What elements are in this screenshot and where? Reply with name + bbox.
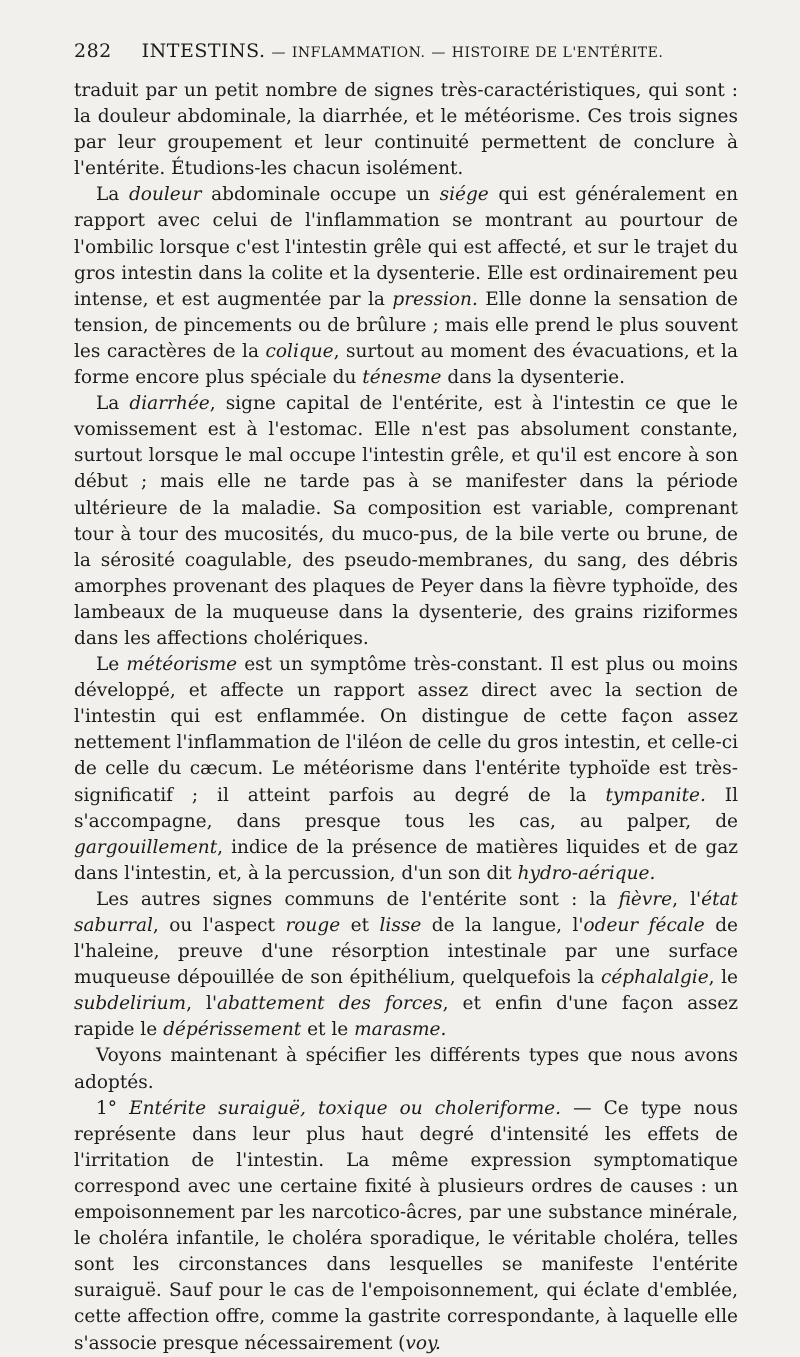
text-run: , l': [672, 888, 702, 910]
text-run: abdominale occupe un: [201, 184, 440, 206]
italic-run: état saburral: [74, 888, 738, 936]
text-run: dans la dysenterie.: [441, 367, 625, 389]
italic-run: tympanite.: [605, 784, 706, 806]
italic-run: lisse: [379, 915, 422, 936]
text-run: , l': [186, 993, 218, 1015]
text-run: , ou l'aspect: [152, 915, 286, 936]
italic-run: douleur: [128, 184, 202, 206]
section-subtitle: INFLAMMATION.: [291, 45, 426, 61]
text-run: Elle donne la sensation de tension, de pincements ou de brûlure ; mais elle prend le plus souvent les caractères de la: [74, 288, 738, 362]
italic-run: voy.: [405, 1332, 441, 1354]
text-run: Il s'accompagne, dans presque tous les cas, au palper, de: [74, 784, 738, 832]
text-run: 1°: [96, 1097, 130, 1119]
paragraph-douleur: [74, 182, 738, 391]
italic-run: pression.: [392, 288, 478, 310]
italic-run: subdelirium: [74, 993, 187, 1015]
text-run: , le: [708, 967, 738, 989]
italic-run: fièvre: [618, 888, 673, 910]
text-run: Le: [96, 654, 127, 676]
italic-run: colique: [265, 340, 334, 362]
text-run: est un symptôme très-constant. Il est plus ou moins développé, et affecte un rapport assez direct avec la section de l'intestin qui est enflammée. On distingue de cette façon assez nettement l'inflammation de l'iléon de celle du gros intestin, et celle-ci de celle du cæcum. Le météorisme dans l'entérite typhoïde est très-significatif ; il atteint parfois au degré de la: [74, 654, 738, 806]
paragraph-1: [74, 78, 738, 182]
text-run: — Ce type nous représente dans leur plus haut degré d'intensité les effets de l'irritation de l'intestin. La même expression symptomatique correspond avec une certaine fixité à plusieurs ordres de causes : un empoisonnement par les narcotico-âcres, par une substance minérale, le choléra infantile, le choléra sporadique, le véritable choléra, telles sont les circonstances dans lesquelles se manifeste l'entérite suraiguë. Sauf pour le cas de l'empoisonnement, qui éclate d'emblée, cette affection offre, comme la gastrite correspondante, à laquelle elle s'associe presque nécessairement (: [74, 1097, 739, 1354]
italic-run: céphalalgie: [601, 967, 709, 989]
text-run: La: [96, 184, 129, 206]
italic-run: gargouillement: [74, 836, 218, 858]
page-number: 282: [74, 40, 112, 62]
paragraph-types: [74, 1043, 738, 1095]
italic-run: dépérissement: [163, 1019, 302, 1041]
italic-run: diarrhée: [129, 393, 210, 415]
text-run: et: [340, 915, 380, 936]
text-run: , indice de la présence de matières liquides et de gaz dans l'intestin, et, à la percussion, d'un son dit: [74, 836, 738, 884]
text-run: de l'haleine, preuve d'une résorption intestinale par une surface muqueuse dépouillée de son épithélium, quelquefois la: [74, 915, 738, 989]
text-run: , signe capital de l'entérite, est à l'intestin ce que le vomissement est à l'estomac. Elle n'est pas absolument constante, surtout lorsque le mal occupe l'intestin grêle, et qu'il est encore à son début ; mais elle ne tarde pas à se manifester dans la période ultérieure de la maladie. Sa composition est variable, comprenant tour à tour des mucosités, du muco-pus, de la bile verte ou brune, de la sérosité coagulable, des pseudo-membranes, du sang, des débris amorphes provenant des plaques de Peyer dans la fièvre typhoïde, des lambeaux de la muqueuse dans la dysenterie, des grains riziformes dans les affections cholériques.: [74, 393, 738, 649]
italic-run: siége: [439, 184, 489, 206]
text-run: La: [96, 393, 130, 415]
paragraph-meteorisme: [74, 652, 738, 887]
text-run: Voyons maintenant à spécifier les différents types que nous avons adoptés.: [74, 1045, 738, 1093]
paragraph-diarrhee: [74, 391, 738, 652]
text-run: traduit par un petit nombre de signes très-caractéristiques, qui sont : la douleur abdominale, la diarrhée, et le météorisme. Ces trois signes par leur groupement et leur continuité permettent de conclure à l'entérite. Étudions-les chacun isolément.: [74, 80, 738, 180]
italic-run: rouge: [285, 915, 341, 936]
running-head: [74, 38, 738, 64]
paragraph-enterite-suraigue: [74, 1096, 738, 1357]
text-run: et le: [301, 1019, 355, 1041]
paragraph-autres-signes: [74, 887, 738, 1044]
text-run: , surtout au moment des évacuations, et la forme encore plus spéciale du: [74, 340, 738, 389]
body-text: [74, 78, 738, 1357]
italic-run: Entérite suraiguë, toxique ou choleriforme.: [129, 1097, 562, 1119]
header-dash: —: [271, 45, 286, 61]
text-run: Les autres signes communs de l'entérite sont : la: [96, 888, 619, 910]
italic-run: météorisme: [126, 654, 238, 676]
italic-run: abattement des forces: [217, 993, 443, 1015]
italic-run: odeur fécale: [583, 915, 705, 936]
italic-run: marasme.: [354, 1019, 447, 1041]
text-run: de la langue, l': [421, 915, 584, 936]
text-run: , et enfin d'une façon assez rapide le: [74, 993, 738, 1041]
section-subtitle-2: HISTOIRE DE L'ENTÉRITE.: [451, 45, 664, 61]
section-title: INTESTINS.: [141, 40, 266, 62]
header-dash: —: [431, 45, 446, 61]
italic-run: hydro-aérique.: [517, 862, 656, 884]
text-run: qui est généralement en rapport avec celui de l'inflammation se montrant au pourtour de l'ombilic lorsque c'est l'intestin grêle qui est affecté, et sur le trajet du gros intestin dans la colite et la dysenterie. Elle est ordinairement peu intense, et est augmentée par la: [74, 184, 738, 310]
italic-run: ténesme: [362, 367, 442, 389]
